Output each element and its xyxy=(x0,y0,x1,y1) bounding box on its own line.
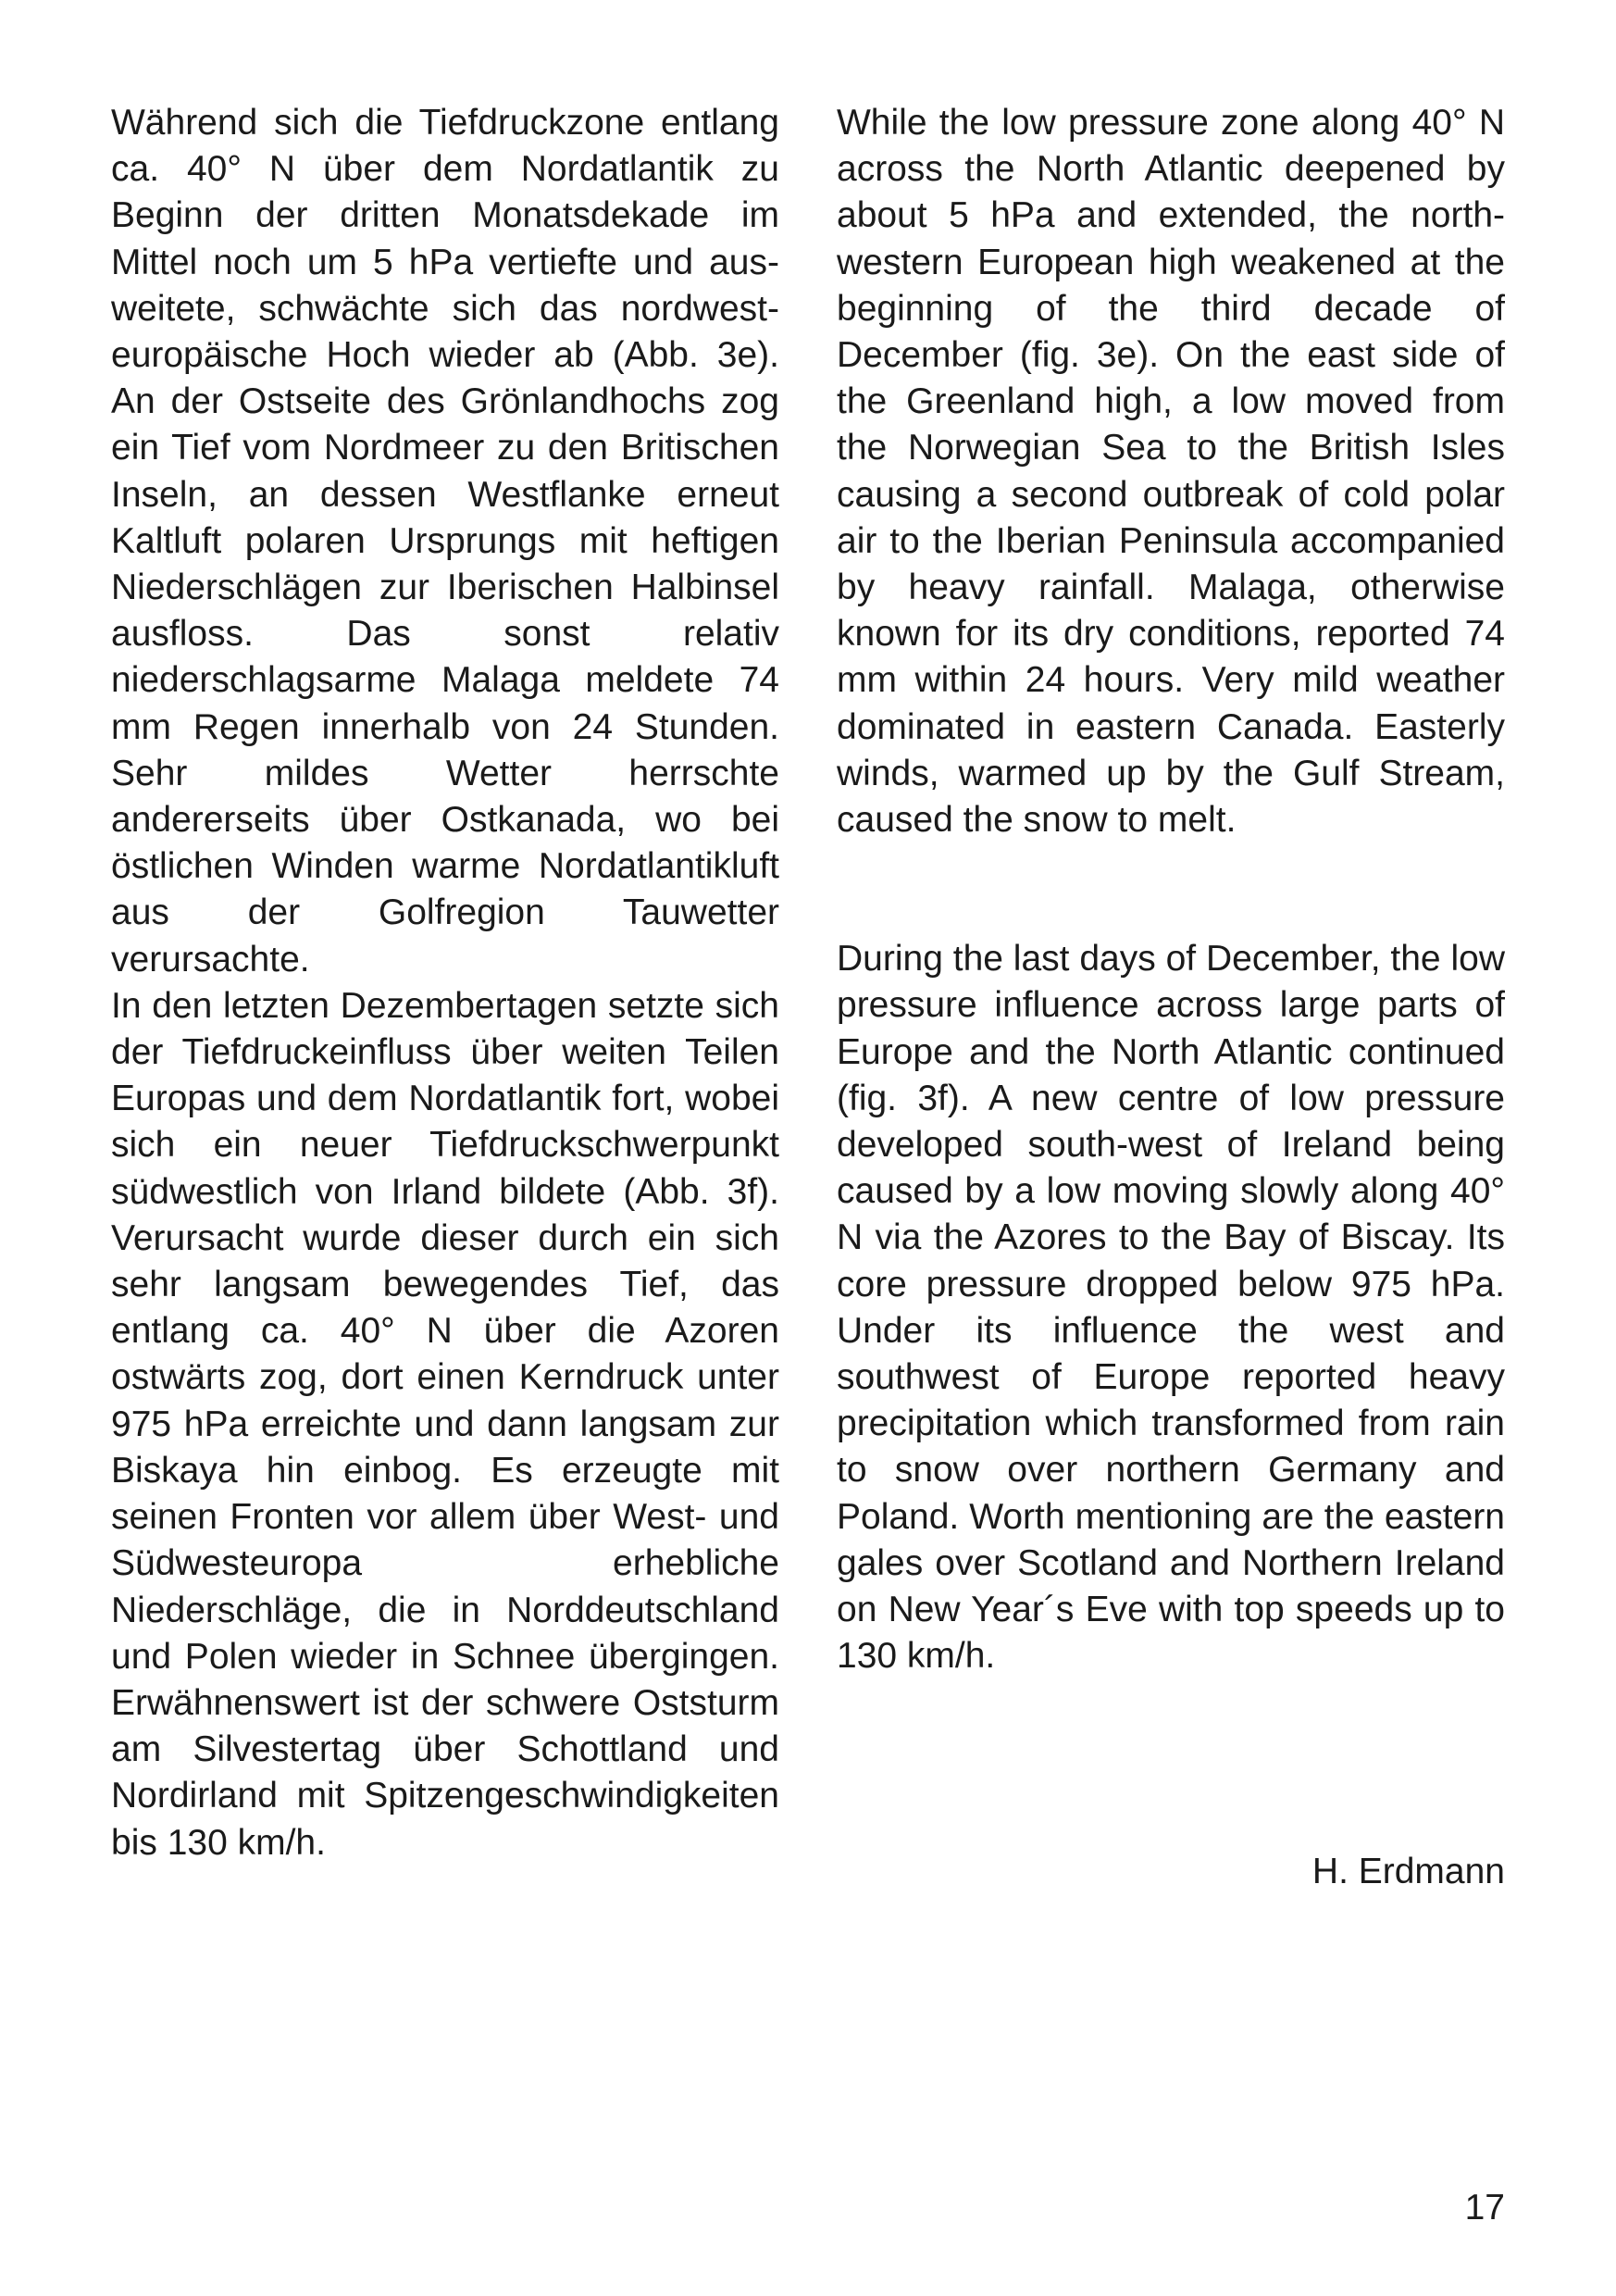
german-column xyxy=(111,100,779,1866)
english-paragraph-1: While the low pressure zone along 40° N across the North Atlantic deepened by about 5 hPa and extended, the north-western European high weakened at the beginning of the third decade of December (fig. 3e). On the east side of the Greenland high, a low moved from the Norwegian Sea to the British Isles causing a second outbreak of cold polar air to the Iberian Peninsula accompanied by heavy rainfall. Malaga, otherwise known for its dry conditions, reported 74 mm within 24 hours. Very mild weather dominated in eastern Canada. Easterly winds, warmed up by the Gulf Stream, caused the snow to melt. xyxy=(837,103,1505,841)
author-signature: H. Erdmann xyxy=(1311,1852,1505,1891)
german-paragraph-2: In den letzten Dezembertagen setzte sich der Tiefdruckeinfluss über weiten Teilen Europas und dem Nordatlantik fort, wobei sich ein neuer Tiefdruckschwerpunkt südwestlich von Irland bildete (Abb. 3f). Verursacht wurde dieser durch ein sich sehr langsam bewegendes Tief, das entlang ca. 40° N über die Azoren ostwärts zog, dort einen Kerndruck unter 975 hPa erreichte und dann langsam zur Biskaya hin einbog. Es erzeugte mit seinen Fronten vor allem über West- und Südwesteuropa erhebliche Niederschläge, die in Norddeutschland und Polen wieder in Schnee übergingen. Erwähnenswert ist der schwere Oststurm am Silvestertag über Schottland und Nordirland mit Spitzengeschwindigkeiten bis 130 km/h. xyxy=(111,985,779,1863)
english-column xyxy=(837,100,1505,1680)
page-number: 17 xyxy=(1464,2188,1505,2227)
english-paragraph-2: During the last days of December, the low pressure influence across large parts of Europe and the North Atlantic continued (fig. 3f). A new centre of low pressure developed south-west of Ireland being caused by a low moving slowly along 40° N via the Azores to the Bay of Biscay. Its core pressure dropped below 975 hPa. Under its influence the west and southwest of Europe reported heavy precipitation which transformed from rain to snow over northern Germany and Poland. Worth mentioning are the eastern gales over Scotland and Northern Ireland on New Year´s Eve with top speeds up to 130 km/h. xyxy=(837,939,1505,1677)
german-paragraph-1: Während sich die Tiefdruckzone entlang ca. 40° N über dem Nordatlantik zu Beginn der dritten Monatsdekade im Mittel noch um 5 hPa vertiefte und ausweitete, schwächte sich das nordwesteuropäische Hoch wieder ab (Abb. 3e). An der Ostseite des Grönlandhochs zog ein Tief vom Nordmeer zu den Britischen Inseln, an dessen Westflanke erneut Kaltluft polaren Ursprungs mit heftigen Niederschlägen zur Iberischen Halbinsel ausfloss. Das sonst relativ niederschlagsarme Malaga meldete 74 mm Regen innerhalb von 24 Stunden. Sehr mildes Wetter herrschte andererseits über Ostkanada, wo bei östlichen Winden warme Nordatlantikluft aus der Golfregion Tauwetter verursachte. xyxy=(111,103,779,980)
